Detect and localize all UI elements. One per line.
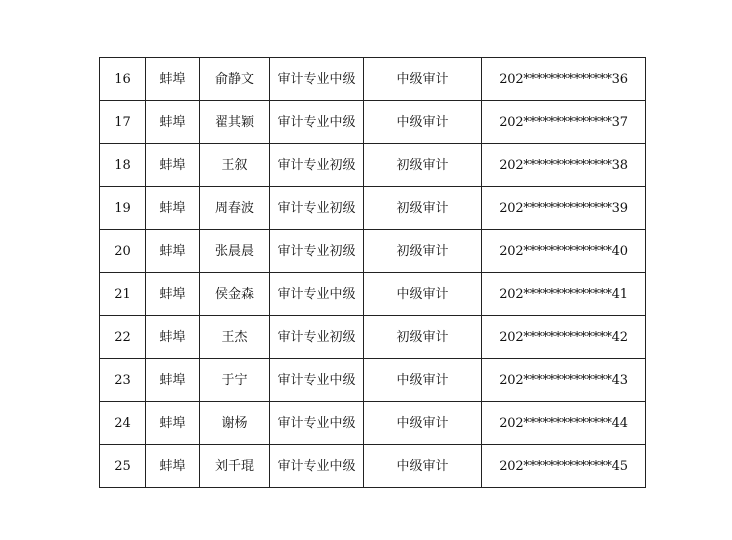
exam-type-cell: 审计专业初级 xyxy=(270,187,364,230)
city-cell: 蚌埠 xyxy=(146,316,200,359)
level-cell: 中级审计 xyxy=(364,273,482,316)
level-cell: 中级审计 xyxy=(364,359,482,402)
row-number: 17 xyxy=(100,101,146,144)
row-number: 21 xyxy=(100,273,146,316)
city-cell: 蚌埠 xyxy=(146,402,200,445)
row-number: 18 xyxy=(100,144,146,187)
table-row xyxy=(100,359,646,402)
name-cell: 侯金森 xyxy=(200,273,270,316)
table-row xyxy=(100,230,646,273)
row-number: 25 xyxy=(100,445,146,488)
name-cell: 于宁 xyxy=(200,359,270,402)
certificate-number-cell: 202**************39 xyxy=(482,187,646,230)
level-cell: 初级审计 xyxy=(364,316,482,359)
certificate-number-cell: 202**************40 xyxy=(482,230,646,273)
row-number: 23 xyxy=(100,359,146,402)
city-cell: 蚌埠 xyxy=(146,230,200,273)
certificate-number-cell: 202**************45 xyxy=(482,445,646,488)
certificate-number-cell: 202**************42 xyxy=(482,316,646,359)
city-cell: 蚌埠 xyxy=(146,445,200,488)
certificate-number-cell: 202**************41 xyxy=(482,273,646,316)
table-row xyxy=(100,101,646,144)
certificate-number-cell: 202**************38 xyxy=(482,144,646,187)
name-cell: 翟其颖 xyxy=(200,101,270,144)
exam-type-cell: 审计专业初级 xyxy=(270,144,364,187)
name-cell: 王杰 xyxy=(200,316,270,359)
table-row xyxy=(100,273,646,316)
name-cell: 谢杨 xyxy=(200,402,270,445)
level-cell: 中级审计 xyxy=(364,402,482,445)
table-row xyxy=(100,402,646,445)
table-row xyxy=(100,187,646,230)
table-row xyxy=(100,58,646,101)
exam-type-cell: 审计专业中级 xyxy=(270,101,364,144)
level-cell: 初级审计 xyxy=(364,144,482,187)
exam-type-cell: 审计专业中级 xyxy=(270,359,364,402)
exam-type-cell: 审计专业初级 xyxy=(270,230,364,273)
exam-type-cell: 审计专业初级 xyxy=(270,316,364,359)
exam-type-cell: 审计专业中级 xyxy=(270,273,364,316)
city-cell: 蚌埠 xyxy=(146,273,200,316)
name-cell: 张晨晨 xyxy=(200,230,270,273)
city-cell: 蚌埠 xyxy=(146,359,200,402)
name-cell: 俞静文 xyxy=(200,58,270,101)
city-cell: 蚌埠 xyxy=(146,144,200,187)
name-cell: 王叙 xyxy=(200,144,270,187)
city-cell: 蚌埠 xyxy=(146,58,200,101)
table-row xyxy=(100,445,646,488)
row-number: 19 xyxy=(100,187,146,230)
certificate-number-cell: 202**************44 xyxy=(482,402,646,445)
level-cell: 中级审计 xyxy=(364,58,482,101)
level-cell: 中级审计 xyxy=(364,101,482,144)
city-cell: 蚌埠 xyxy=(146,101,200,144)
row-number: 24 xyxy=(100,402,146,445)
results-table xyxy=(99,57,646,488)
row-number: 20 xyxy=(100,230,146,273)
certificate-number-cell: 202**************43 xyxy=(482,359,646,402)
table-row xyxy=(100,316,646,359)
level-cell: 初级审计 xyxy=(364,187,482,230)
certificate-number-cell: 202**************36 xyxy=(482,58,646,101)
level-cell: 中级审计 xyxy=(364,445,482,488)
exam-type-cell: 审计专业中级 xyxy=(270,402,364,445)
row-number: 16 xyxy=(100,58,146,101)
exam-type-cell: 审计专业中级 xyxy=(270,445,364,488)
city-cell: 蚌埠 xyxy=(146,187,200,230)
row-number: 22 xyxy=(100,316,146,359)
document-page xyxy=(99,57,645,486)
table-row xyxy=(100,144,646,187)
name-cell: 周春波 xyxy=(200,187,270,230)
name-cell: 刘千琨 xyxy=(200,445,270,488)
exam-type-cell: 审计专业中级 xyxy=(270,58,364,101)
certificate-number-cell: 202**************37 xyxy=(482,101,646,144)
level-cell: 初级审计 xyxy=(364,230,482,273)
